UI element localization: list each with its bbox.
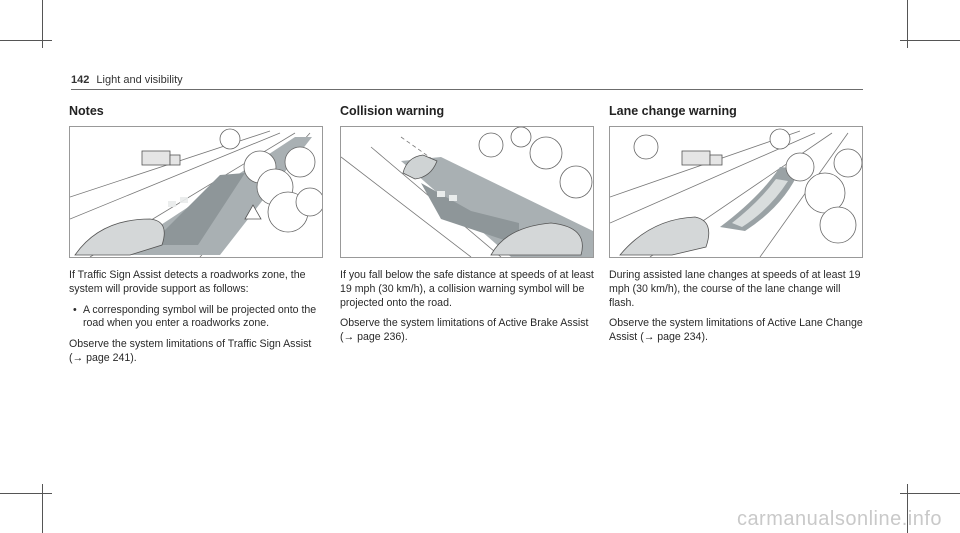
bullet-item: • A corresponding symbol will be projected onto the road when you enter a roadworks zone. bbox=[69, 304, 323, 332]
page-header bbox=[71, 74, 183, 86]
cross-reference-paragraph: Observe the system limitations of Active Brake Assist (→ page 236). bbox=[340, 317, 589, 344]
section-heading: Lane change warning bbox=[609, 104, 737, 118]
section-heading: Notes bbox=[69, 104, 104, 118]
section-body bbox=[69, 269, 323, 366]
section-title: Light and visibility bbox=[96, 74, 183, 86]
cross-reference-paragraph: Observe the system limitations of Traffic Sign Assist (→ page 241). bbox=[69, 338, 312, 364]
paragraph: If you fall below the safe distance at speeds of at least 19 mph (30 km/h), a collision warning symbol will be projected onto the road. bbox=[340, 269, 594, 309]
crop-mark bbox=[42, 484, 43, 533]
bullet-list bbox=[69, 304, 323, 332]
paragraph: If Traffic Sign Assist detects a roadworks zone, the system will provide support as follows: bbox=[69, 269, 306, 295]
column-notes bbox=[69, 102, 323, 373]
illustration-lane-change bbox=[609, 126, 863, 258]
illustration-roadworks bbox=[69, 126, 323, 258]
watermark: carmanualsonline.info bbox=[736, 508, 942, 530]
section-heading: Collision warning bbox=[340, 104, 445, 118]
crop-mark bbox=[900, 493, 960, 494]
crop-mark bbox=[900, 40, 960, 41]
cross-reference-paragraph: Observe the system limitations of Active Lane Change Assist (→ page 234). bbox=[609, 317, 863, 344]
crop-mark bbox=[0, 40, 52, 41]
column-collision-warning bbox=[340, 102, 594, 352]
page-number: 142 bbox=[71, 74, 90, 86]
section-body bbox=[609, 269, 863, 345]
paragraph: During assisted lane changes at speeds of at least 19 mph (30 km/h), the course of the lane change will flash. bbox=[609, 269, 861, 309]
column-lane-change-warning bbox=[609, 102, 863, 352]
crop-mark bbox=[0, 493, 52, 494]
illustration-collision-warning bbox=[340, 126, 594, 258]
section-body bbox=[340, 269, 594, 345]
header-rule bbox=[71, 89, 863, 90]
